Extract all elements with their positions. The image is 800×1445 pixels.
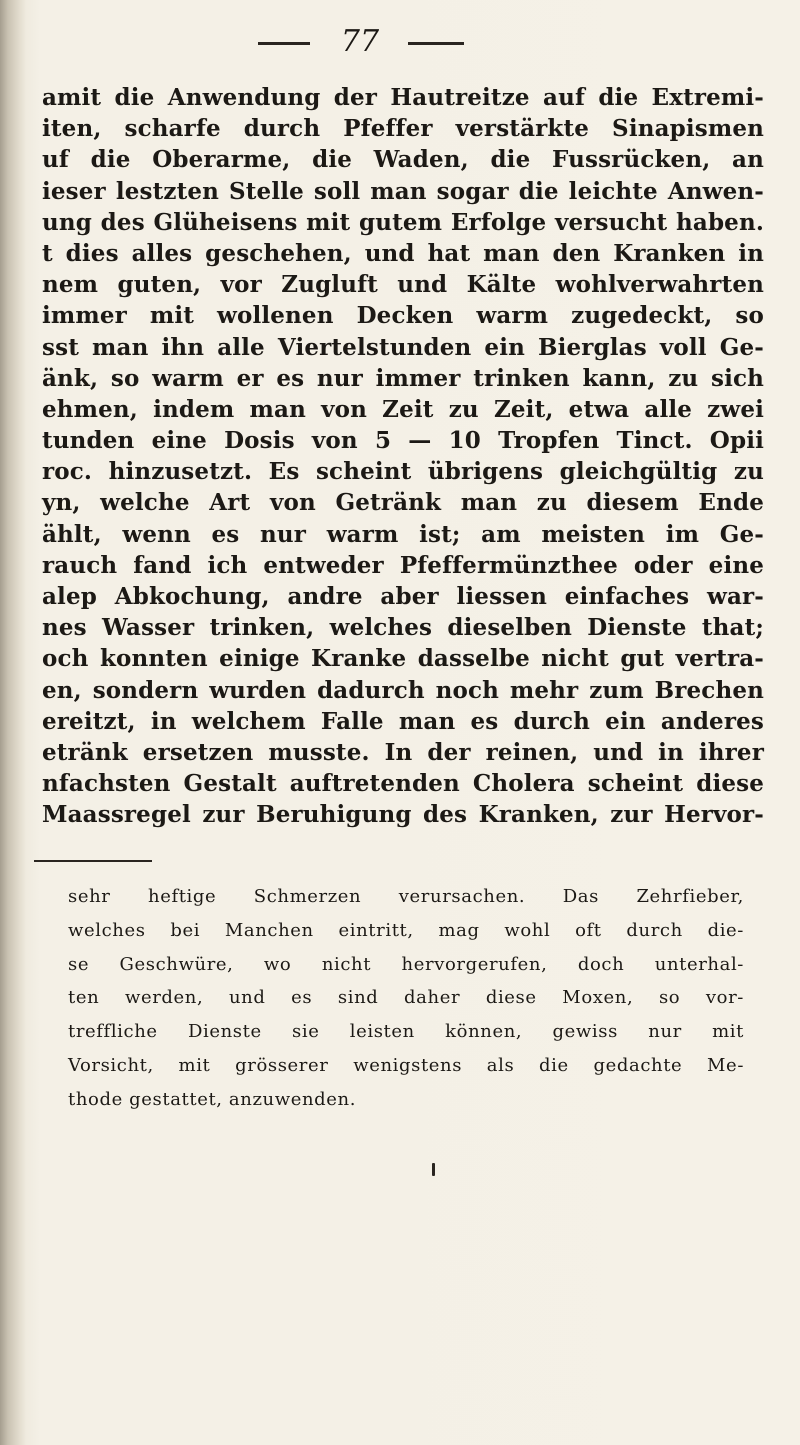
page-number: 77 xyxy=(340,24,380,59)
text-line: nem guten, vor Zugluft und Kälte wohlverwahrten xyxy=(42,271,764,299)
header-rule-left xyxy=(258,42,310,45)
text-line: ieser lestzten Stelle soll man sogar die leichte Anwen- xyxy=(42,177,764,205)
footnote-line: ten werden, und es sind daher diese Moxen, so vor- xyxy=(68,987,744,1009)
footnote-divider xyxy=(34,860,152,862)
footnote-block xyxy=(68,880,744,1117)
header-rule-right xyxy=(408,42,464,45)
text-line: roc. hinzusetzt. Es scheint übrigens gleichgültig zu xyxy=(42,458,764,486)
text-line: yn, welche Art von Getränk man zu diesem Ende xyxy=(42,489,764,517)
footnote-line: sehr heftige Schmerzen verursachen. Das Zehrfieber, xyxy=(68,886,744,907)
text-line: t dies alles geschehen, und hat man den Kranken in xyxy=(42,239,764,267)
text-line: en, sondern wurden dadurch noch mehr zum Brechen xyxy=(42,676,764,704)
text-line: tunden eine Dosis von 5 — 10 Tropfen Tinct. Opii xyxy=(42,427,764,455)
text-line: och konnten einige Kranke dasselbe nicht gut vertra- xyxy=(42,645,764,673)
text-line: uf die Oberarme, die Waden, die Fussrücken, an xyxy=(42,146,764,174)
text-line: ung des Glüheisens mit gutem Erfolge versucht haben. xyxy=(42,208,764,236)
page-gutter-shadow xyxy=(0,0,26,1445)
main-text-block xyxy=(42,82,764,831)
text-line: etränk ersetzen musste. In der reinen, und in ihrer xyxy=(42,738,764,766)
text-line: rauch fand ich entweder Pfeffermünzthee oder eine xyxy=(42,551,764,579)
footnote-line: Vorsicht, mit grösserer wenigstens als die gedachte Me- xyxy=(68,1054,744,1076)
text-line: nes Wasser trinken, welches dieselben Dienste that; xyxy=(42,614,764,642)
text-line: änk, so warm er es nur immer trinken kann, zu sich xyxy=(42,364,764,392)
text-line: alep Abkochung, andre aber liessen einfaches war- xyxy=(42,583,764,610)
text-line: nfachsten Gestalt auftretenden Cholera scheint diese xyxy=(42,770,764,798)
text-line: amit die Anwendung der Hautreitze auf die Extremi- xyxy=(42,84,764,111)
text-line: sst man ihn alle Viertelstunden ein Bierglas voll Ge- xyxy=(42,333,764,361)
footnote-line: thode gestattet, anzuwenden. xyxy=(68,1088,357,1110)
ink-speck xyxy=(432,1163,435,1176)
text-line: ählt, wenn es nur warm ist; am meisten im Ge- xyxy=(42,520,764,548)
page-header xyxy=(0,22,800,62)
text-line: iten, scharfe durch Pfeffer verstärkte Sinapismen xyxy=(42,115,764,143)
text-line: ehmen, indem man von Zeit zu Zeit, etwa alle zwei xyxy=(42,395,764,423)
footnote-line: welches bei Manchen eintritt, mag wohl oft durch die- xyxy=(68,919,744,941)
footnote-line: se Geschwüre, wo nicht hervorgerufen, doch unterhal- xyxy=(68,953,744,975)
footnote-line: treffliche Dienste sie leisten können, gewiss nur mit xyxy=(68,1021,744,1043)
text-line: ereitzt, in welchem Falle man es durch ein anderes xyxy=(42,707,764,735)
text-line: Maassregel zur Beruhigung des Kranken, zur Hervor- xyxy=(42,801,764,829)
text-line: immer mit wollenen Decken warm zugedeckt, so xyxy=(42,302,764,330)
